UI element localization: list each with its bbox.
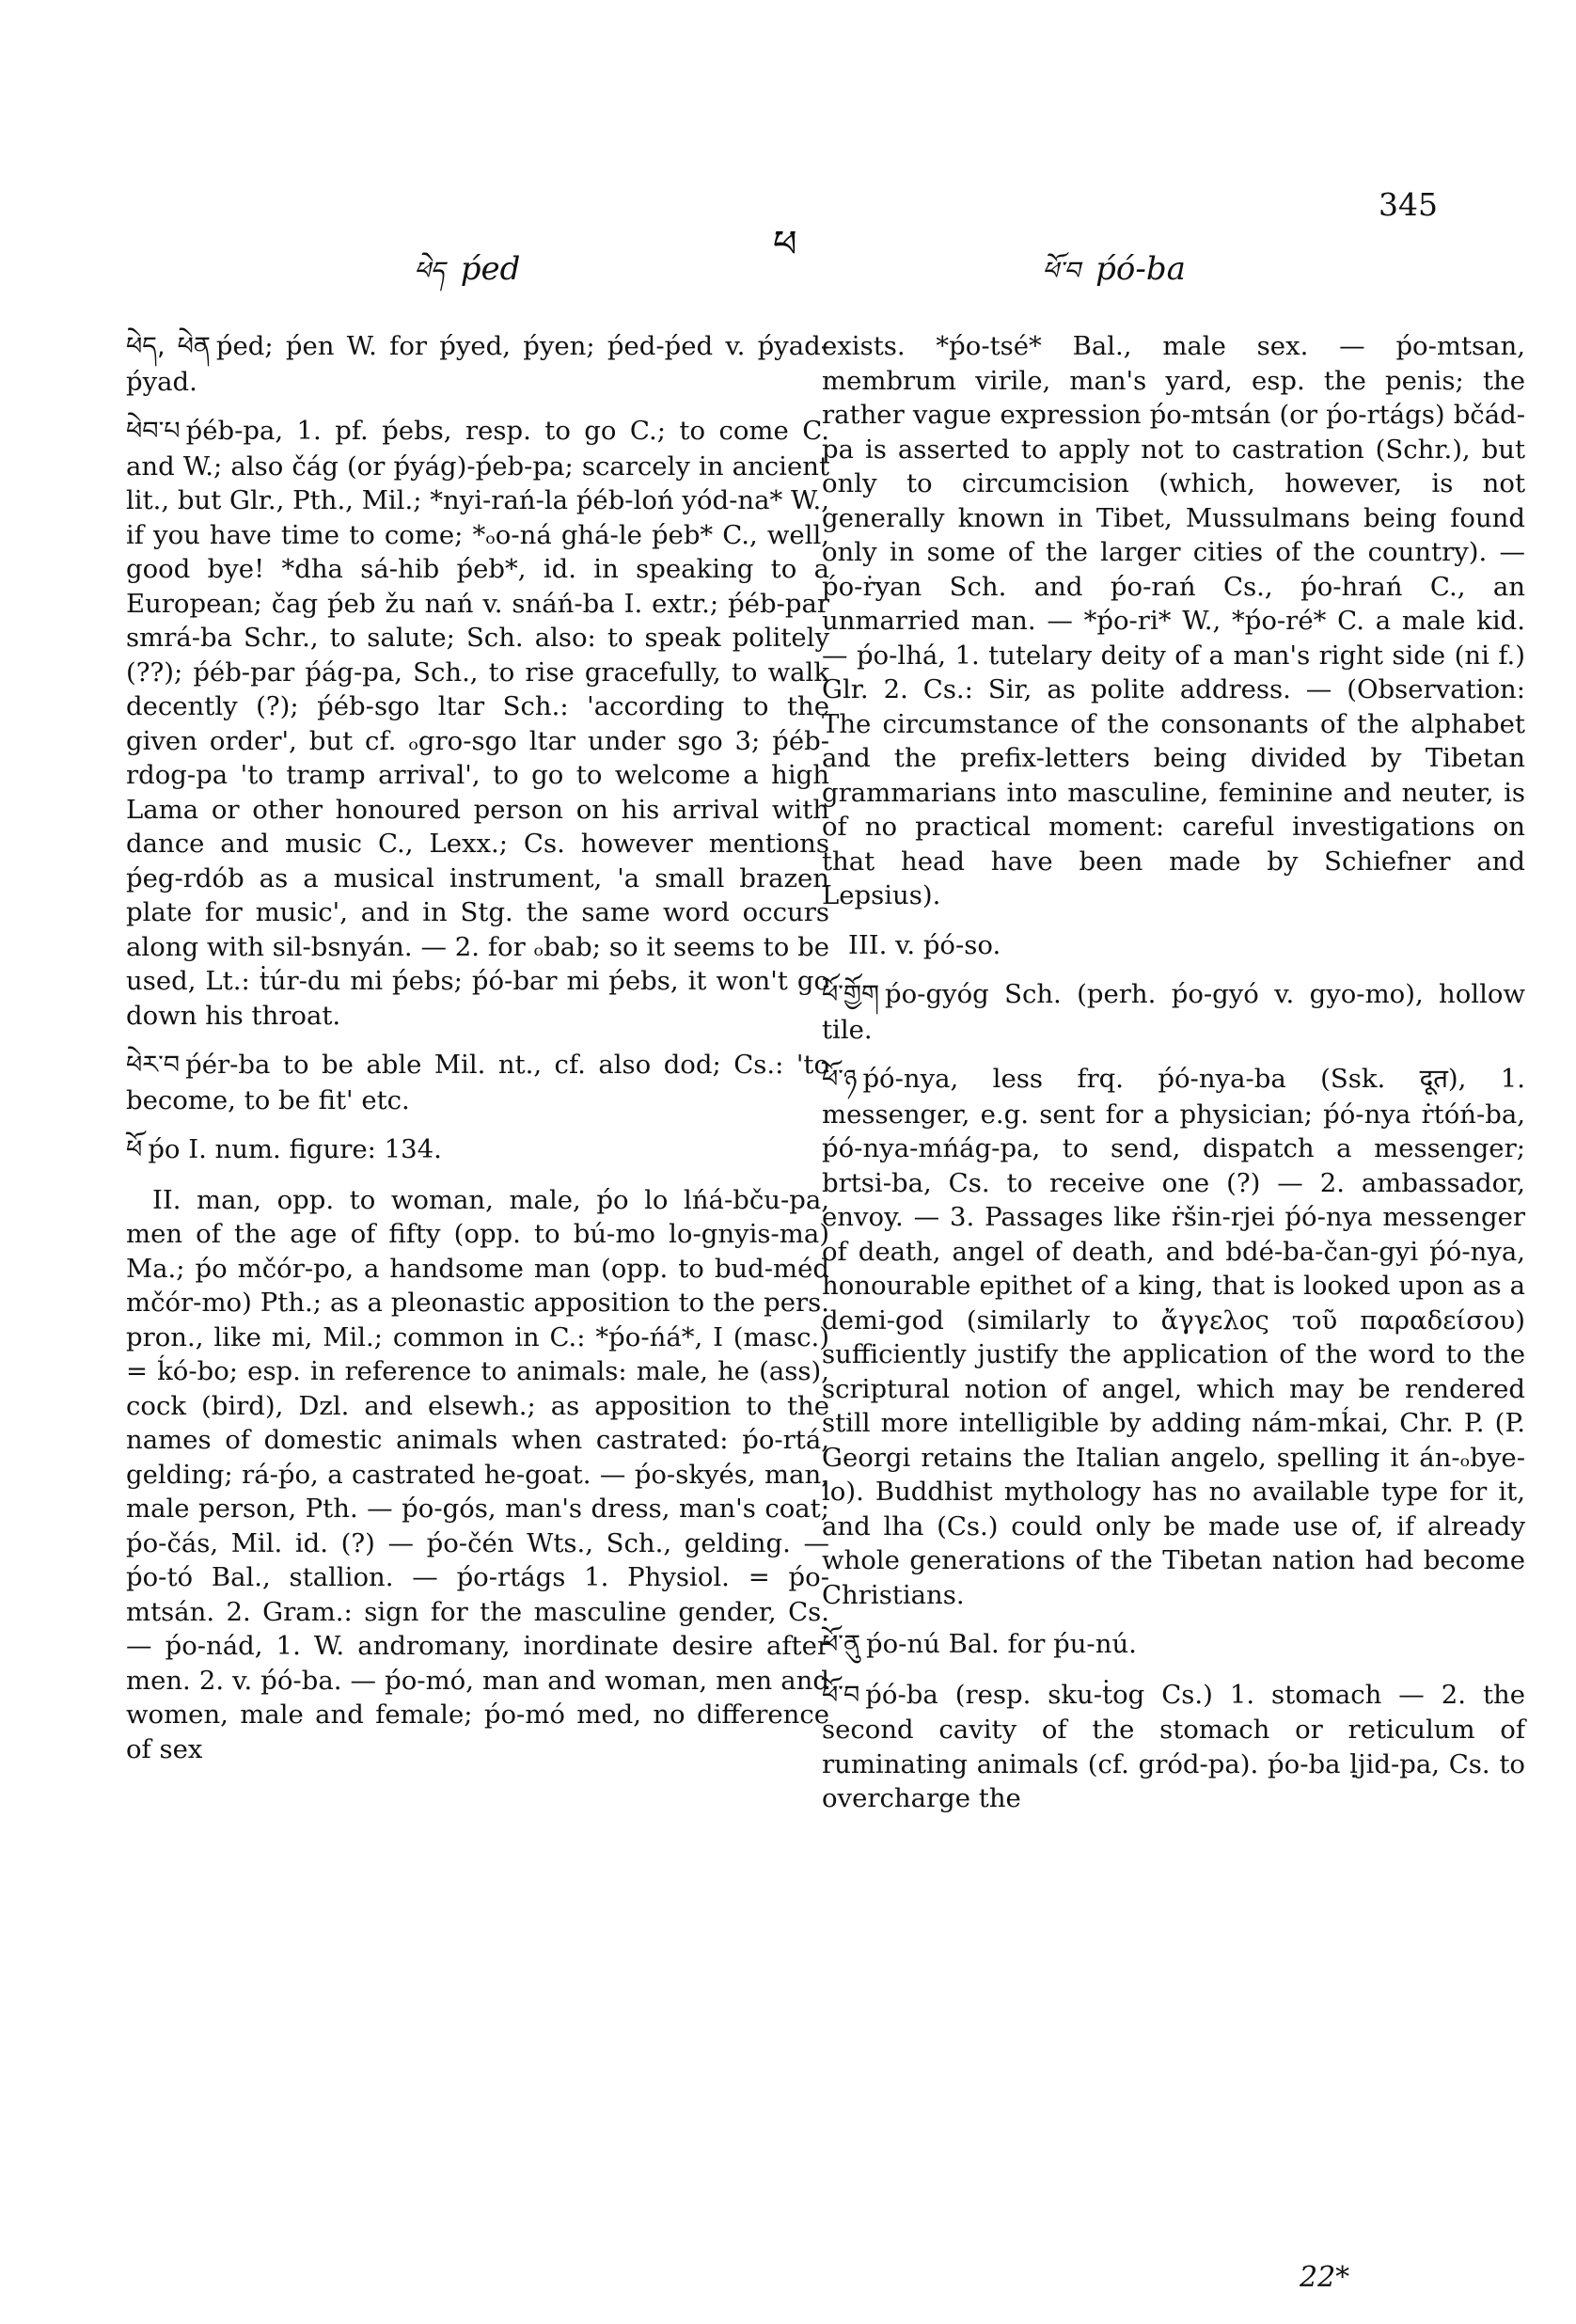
tibetan-headword: ཕེད, ཕེན: [126, 332, 211, 361]
dictionary-entry: [822, 329, 1525, 913]
left-column: [126, 329, 829, 1781]
dictionary-entry: [126, 414, 829, 1033]
running-head-left: [414, 243, 520, 314]
running-head-letter: ཕ: [773, 223, 797, 266]
tibetan-headword: ཕོ: [126, 1135, 143, 1164]
dictionary-entry: [126, 329, 829, 399]
dictionary-entry: [822, 928, 1525, 963]
tibetan-headword: ཕེབ་པ: [126, 417, 181, 446]
right-column: [822, 329, 1525, 1831]
entry-text: exists. *ṕo-tsé* Bal., male sex. — ṕo-mtsan, membrum virile, man's yard, esp. the penis; the rather vague expression ṕo-mtsán (or ṕo-rtágs) bčád-pa is asserted to apply not to castration (Schr.), but only to circumcision (which, however, is not generally known in Tibet, Mussulmans being found only in some of the larger cities of the country). — ṕo-ṙyan Sch. and ṕo-rań Cs., ṕo-hrań C., an unmarried man. — *ṕo-ri* W., *ṕo-ré* C. a male kid. — ṕo-lhá, 1. tutelary deity of a man's right side (ni f.) Glr. 2. Cs.: Sir, as polite address. — (Observation: The circumstance of the consonants of the alphabet and the prefix-letters being divided by Tibetan grammarians into masculine, feminine and neuter, is of no practical moment: careful investigations on that head have been made by Schiefner and Lepsius).: [822, 331, 1525, 910]
running-head-left-roman: ṕed: [460, 250, 521, 288]
tibetan-headword: ཕོ་གྱོག: [822, 980, 879, 1009]
entry-text: ṕó-nya, less frq. ṕó-nya-ba (Ssk. दूत), 1. messenger, e.g. sent for a physician; ṕó-nya ṙtóń-ba, ṕó-nya-mńág-pa, to send, dispatch a messenger; brtsi-ba, Cs. to receive one (?) — 2. ambassador, envoy. — 3. Passages like ṙšin-rjei ṕó-nya messenger of death, angel of death, and bdé-ba-čan-gyi ṕó-nya, honourable epithet of a king, that is looked upon as a demi-god (similarly to ἄγγελος τοῦ παραδείσου) sufficiently justify the application of the word to the scriptural notion of angel, which may be rendered still more intelligible by adding nám-mḱai, Chr. P. (P. Georgi retains the Italian angelo, spelling it án-ₒbye-lo). Buddhist mythology has no available type for it, and lha (Cs.) could only be made use of, if already whole generations of the Tibetan nation had become Christians.: [822, 1064, 1525, 1610]
running-head-right-roman: ṕó-ba: [1095, 250, 1186, 288]
tibetan-headword: ཕེར་བ: [126, 1051, 181, 1080]
dictionary-entry: [822, 977, 1525, 1047]
dictionary-entry: [126, 1048, 829, 1117]
page-number: 345: [1379, 186, 1438, 223]
entry-text: ṕéb-pa, 1. pf. ṕebs, resp. to go C.; to come C. and W.; also čág (or ṕyág)-ṕeb-pa; scarcely in ancient lit., but Glr., Pth., Mil.; *nyi-rań-la ṕéb-loń yód-na* W., if you have time to come; *ₒo-ná ghá-le ṕeb* C., well, good bye! *dha sá-hib ṕeb*, id. in speaking to a European; čag ṕeb žu nań v. snáń-ba I. extr.; ṕéb-par smrá-ba Schr., to salute; Sch. also: to speak politely (??); ṕéb-par ṕág-pa, Sch., to rise gracefully, to walk decently (?); ṕéb-sgo ltar Sch.: 'according to the given order', but cf. ₒgro-sgo ltar under sgo 3; ṕéb-rdog-pa 'to tramp arrival', to go to welcome a high Lama or other honoured person on his arrival with dance and music C., Lexx.; Cs. however mentions ṕeg-rdób as a musical instrument, 'a small brazen plate for music', and in Stg. the same word occurs along with sil-bsnyán. — 2. for ₒbab; so it seems to be used, Lt.: ṫúr-du mi ṕebs; ṕó-bar mi ṕebs, it won't go down his throat.: [126, 416, 829, 1031]
entry-text: ṕér-ba to be able Mil. nt., cf. also dod; Cs.: 'to become, to be fit' etc.: [126, 1050, 829, 1115]
tibetan-headword: ཕོ་བ: [822, 1680, 860, 1710]
entry-text: ṕó-ba (resp. sku-ṫog Cs.) 1. stomach — 2. the second cavity of the stomach or reticulum of ruminating animals (cf. gród-pa). ṕo-ba ḷjid-pa, Cs. to overcharge the: [822, 1679, 1525, 1813]
dictionary-entry: [126, 1132, 829, 1168]
entry-text: II. man, opp. to woman, male, ṕo lo lńá-bču-pa, men of the age of fifty (opp. to bú-mo lo-gnyis-ma) Ma.; ṕo mčór-po, a handsome man (opp. to bud-méd mčór-mo) Pth.; as a pleonastic apposition to the pers. pron., like mi, Mil.; common in C.: *ṕo-ńá*, I (masc.) = ḱó-bo; esp. in reference to animals: male, he (ass), cock (bird), Dzl. and elsewh.; as apposition to the names of domestic animals when castrated: ṕo-rtá, gelding; rá-ṕo, a castrated he-goat. — ṕo-skyés, man, male person, Pth. — ṕo-gós, man's dress, man's coat; ṕo-čás, Mil. id. (?) — ṕo-čén Wts., Sch., gelding. — ṕo-tó Bal., stallion. — ṕo-rtágs 1. Physiol. = ṕo-mtsán. 2. Gram.: sign for the masculine gender, Cs. — ṕo-nád, 1. W. andromany, inordinate desire after men. 2. v. ṕó-ba. — ṕo-mó, man and woman, men and women, male and female; ṕo-mó med, no difference of sex: [126, 1184, 829, 1764]
dictionary-entry: [822, 1062, 1525, 1612]
entry-text: III. v. ṕó-so.: [848, 929, 1001, 960]
entry-text: ṕo-gyóg Sch. (perh. ṕo-gyó v. gyo-mo), hollow tile.: [822, 979, 1525, 1045]
running-head-right: [1042, 243, 1186, 314]
running-head-right-tibetan: ཕོ་བ: [1042, 257, 1080, 286]
dictionary-entry: [822, 1627, 1525, 1663]
dictionary-entry: [822, 1678, 1525, 1816]
entry-text: ṕed; ṕen W. for ṕyed, ṕyen; ṕed-ṕed v. ṕyad-ṕyad.: [126, 331, 830, 397]
entry-text: ṕo I. num. figure: 134.: [148, 1134, 442, 1164]
tibetan-headword: ཕོ་ཉ: [822, 1065, 858, 1094]
entry-text: ṕo-nú Bal. for ṕu-nú.: [866, 1629, 1137, 1659]
dictionary-entry: [126, 1183, 829, 1767]
running-head-left-tibetan: ཕེད: [414, 257, 445, 286]
tibetan-headword: ཕོ་ནུ: [822, 1630, 860, 1659]
signature-mark: 22*: [1300, 2261, 1350, 2294]
